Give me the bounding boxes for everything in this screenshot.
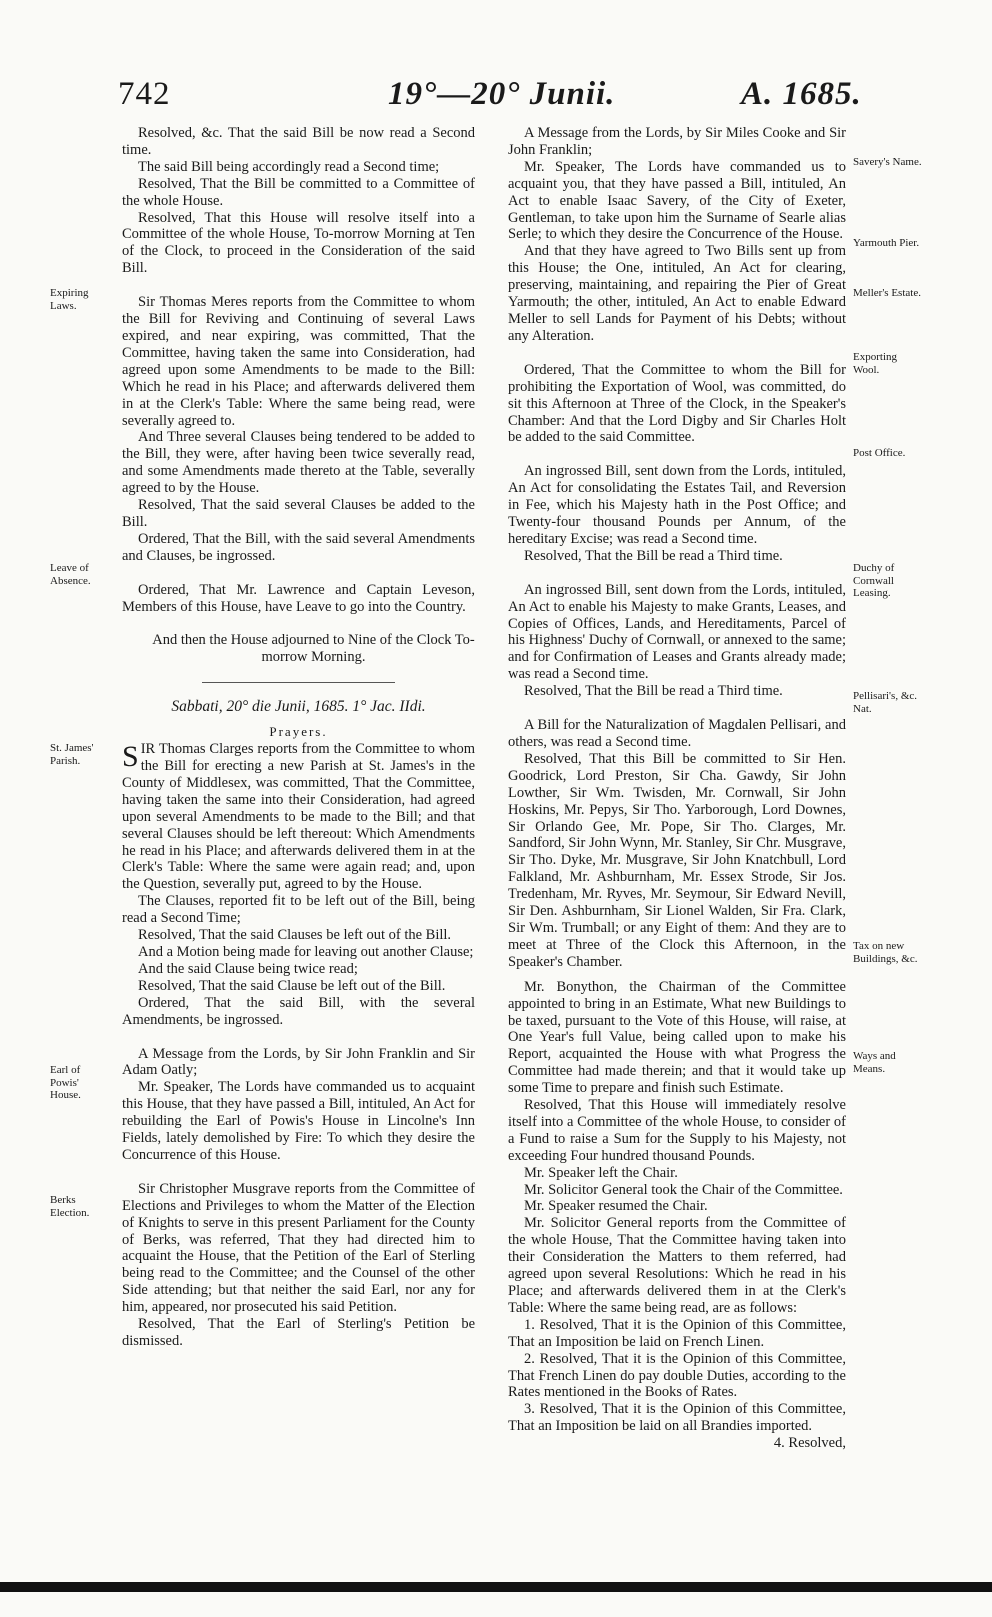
left-column [122,125,475,1350]
paragraph: A Message from the Lords, by Sir John Franklin and Sir Adam Oatly; [122,1045,475,1079]
paragraph: Resolved, That the Bill be committed to a Committee of the whole House. [122,175,475,209]
paragraph: 1. Resolved, That it is the Opinion of this Committee, That an Imposition be laid on French Linen. [508,1316,846,1350]
paragraph: Ordered, That the Committee to whom the Bill for prohibiting the Exportation of Wool, was committed, do sit this Afternoon at Three of the Clock, in the Speaker's Chamber: And that the Lord Digby and Sir Charles Holt be added to the said Committee. [508,361,846,446]
paragraph: Resolved, That the Earl of Sterling's Petition be dismissed. [122,1316,475,1349]
paragraph-dropcap: SIR Thomas Clarges reports from the Committee to whom the Bill for erecting a new Parish at St. James's in the County of Middlesex, was committed, That the Committee, having taken the same into their Consideration, had agreed upon several Amendments to be made to the Bill; and that several Clauses should be left thereout: Which Amendments he read in his Place; and afterwards delivered them in at the Clerk's Table: Where the same were again read; and, upon the Question, severally put, agreed to by the House. [122,740,475,893]
page-year: A. 1685. [741,76,862,112]
margin-note-post-office: Post Office. [853,447,906,459]
paragraph: The Clauses, reported fit to be left out of the Bill, being read a Second Time; [122,893,475,927]
margin-note-pellisari: Pellisari's, &c. Nat. [853,690,918,715]
paragraph: Ordered, That the Bill, with the said several Amendments and Clauses, be ingrossed. [122,530,475,564]
sitting-date-heading: Sabbati, 20° die Junii, 1685. 1° Jac. IIdi. [171,698,426,716]
paragraph: Resolved, That the Bill be read a Third time. [524,683,783,700]
margin-note-powis: Earl of Powis' House. [50,1064,81,1101]
drop-capital: S [122,740,139,774]
paragraph: Sir Thomas Meres reports from the Committee to whom the Bill for Reviving and Continuing of several Laws expired, and near expiring, was committed, That the Committee, having taken the same into Consideration, had agreed upon some Amendments to be made to the Bill: Which he read in his Place; and afterwards delivered them in at the Clerk's Table: Where the same being read, were severally agreed to. [122,294,475,429]
scan-edge-bar [0,1582,992,1592]
paragraph: Mr. Solicitor General took the Chair of the Committee. [524,1181,843,1198]
margin-note-st-james: St. James' Parish. [50,742,94,767]
paragraph: Resolved, That the said Clauses be left out of the Bill. [138,927,452,944]
margin-note-savery: Savery's Name. [853,156,922,168]
paragraph: Mr. Solicitor General reports from the Committee of the whole House, That the Committee having taken into their Consideration the Matters to them referred, had agreed upon several Resolutions: Which he read in his Place; and afterwards delivered them in at the Clerk's Table: Where the same being read, are as follows: [508,1215,846,1316]
paragraph: Resolved, That this House will immediately resolve itself into a Committee of the whole House, to consider of a Fund to raise a Sum for the Supply to his Majesty, not exceeding Four hundred thousand Pounds. [508,1097,846,1164]
margin-note-yarmouth: Yarmouth Pier. [853,237,920,249]
paragraph: Resolved, That this Bill be committed to Sir Hen. Goodrick, Lord Preston, Sir Cha. Gawdy, Sir John Lowther, Sir Wm. Twisden, Mr. Cornwall, Sir John Hoskins, Mr. Pepys, Sir Tho. Yarborough, Lord Downes, Sir Orlando Gee, Mr. Pope, Sir Tho. Clarges, Mr. Sandford, Sir John Wynn, Mr. Stanley, Sir Chr. Musgrave, Sir Tho. Dyke, Mr. Musgrave, Sir John Knatchbull, Lord Falkland, Mr. Ashburnham, Mr. Essex Strode, Sir Jos. Tredenham, Mr. Ryves, Mr. Seymour, Sir Edward Nevill, Sir Den. Ashburnham, Sir Lionel Walden, Sir Fra. Clark, Sir Wm. Trumball; or any Eight of them: And they are to meet at Three of the Clock this Afternoon, in the Speaker's Chamber. [508,750,846,970]
margin-note-expiring-laws: Expiring Laws. [50,287,89,312]
paragraph: And the said Clause being twice read; [138,960,358,977]
margin-note-leave-absence: Leave of Absence. [50,562,91,587]
paragraph: And a Motion being made for leaving out another Clause; [138,943,474,960]
page-date-heading: 19°—20° Junii. [388,76,616,112]
paragraph: And Three several Clauses being tendered to be added to the Bill, they were, after having been twice severally read, and some Amendments made thereto at the Table, severally agreed to by the House. [122,429,475,497]
paragraph: Mr. Bonython, the Chairman of the Committee appointed to bring in an Estimate, What new Buildings to be taxed, pursuant to the Vote of this House, will raise, at One Year's full Value, being called upon to make his Report, acquainted the House with what Progress the Committee had made therein; and that it would take up some Time to prepare and finish such Estimate. [508,978,846,1097]
paragraph: 3. Resolved, That it is the Opinion of this Committee, That an Imposition be laid on all Brandies imported. [508,1401,846,1435]
paragraph: Mr. Speaker, The Lords have commanded us to acquaint you, that they have passed a Bill, intituled, An Act to enable Isaac Savery, of the City of Exeter, Gentleman, to take upon him the Surname of Searle alias Serle; to which they desire the Concurrence of the House. [508,158,846,243]
paragraph: Mr. Speaker, The Lords have commanded us to acquaint this House, that they have passed a Bill, intituled, An Act for rebuilding the Earl of Powis's House in Lincolne's Inn Fields, lately demolished by Fire: To which they desire the Concurrence of this House. [122,1079,475,1163]
right-column [508,125,846,1452]
paragraph: Resolved, That the said several Clauses be added to the Bill. [122,497,475,530]
margin-note-berks: Berks Election. [50,1194,90,1219]
paragraph: Sir Christopher Musgrave reports from the Committee of Elections and Privileges to whom the Matter of the Election of Knights to serve in this present Parliament for the County of Berks, was referred, That they had directed him to acquaint the House, that the Petition of the Earl of Sterling being read to the Committee; and the Counsel of the other Side attending; but that neither the said Earl, nor any for him, appeared, nor prosecuted his said Petition. [122,1180,475,1316]
paragraph: A Bill for the Naturalization of Magdalen Pellisari, and others, was read a Second time. [508,717,846,750]
catchword: 4. Resolved, [773,1435,846,1452]
section-divider [202,682,395,683]
paragraph: 2. Resolved, That it is the Opinion of this Committee, That French Linen do pay double Duties, according to the Rates mentioned in the Books of Rates. [508,1350,846,1401]
paragraph: A Message from the Lords, by Sir Miles Cooke and Sir John Franklin; [508,125,846,158]
paragraph: An ingrossed Bill, sent down from the Lords, intituled, An Act to enable his Majesty to make Grants, Leases, and Copies of Offices, Lands, and Hereditaments, Parcel of his Highness' Duchy of Cornwall, or annexed to the same; and for Confirmation of Leases and Grants already made; was read a Second time. [508,581,846,683]
adjournment-note: And then the House adjourned to Nine of the Clock To-morrow Morning. [152,632,475,666]
margin-note-wool: Exporting Wool. [853,351,897,376]
margin-note-cornwall: Duchy of Cornwall Leasing. [853,562,895,599]
paragraph: And that they have agreed to Two Bills sent up from this House; the One, intituled, An Act for clearing, preserving, maintaining, and repairing the Pier of Great Yarmouth; the other, intituled, An Act to enable Edward Meller to sell Lands for Payment of his Debts; without any Alteration. [508,243,846,344]
prayers-heading: Prayers. [269,724,328,740]
paragraph: Mr. Speaker resumed the Chair. [524,1198,708,1215]
margin-note-ways-means: Ways and Means. [853,1050,896,1075]
margin-note-meller: Meller's Estate. [853,287,921,299]
paragraph: Mr. Speaker left the Chair. [524,1164,678,1181]
paragraph: The said Bill being accordingly read a Second time; [138,158,440,175]
page-number: 742 [118,76,171,112]
paragraph: Resolved, &c. That the said Bill be now read a Second time. [122,125,475,158]
paragraph: An ingrossed Bill, sent down from the Lords, intituled, An Act for consolidating the Estates Tail, and Reversion in Fee, which his Majesty hath in the Post Office; and Twenty-four thousand Pounds per Annum, of the hereditary Excise; was read a Second time. [508,463,846,547]
paragraph: Ordered, That Mr. Lawrence and Captain Leveson, Members of this House, have Leave to go into the Country. [122,581,475,615]
paragraph: Resolved, That this House will resolve itself into a Committee of the whole House, To-morrow Morning at Ten of the Clock, to proceed in the Consideration of the said Bill. [122,209,475,277]
paragraph: Ordered, That the said Bill, with the several Amendments, be ingrossed. [122,994,475,1028]
margin-note-tax-buildings: Tax on new Buildings, &c. [853,940,918,965]
paragraph: Resolved, That the Bill be read a Third time. [524,547,783,564]
paragraph: Resolved, That the said Clause be left out of the Bill. [138,977,446,994]
